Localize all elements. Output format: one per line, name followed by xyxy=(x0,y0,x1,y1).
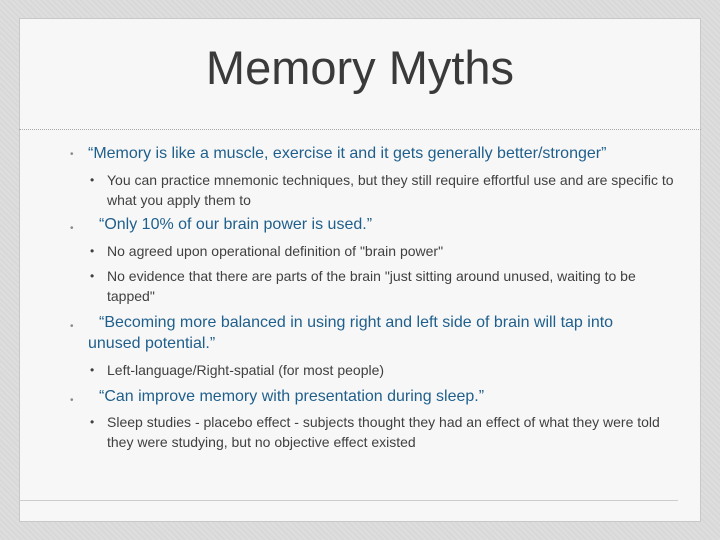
myth-item-2 xyxy=(70,214,659,235)
sub-item xyxy=(90,171,682,210)
bullet-icon: • xyxy=(90,244,95,258)
sub-item-text: Sleep studies - placebo effect - subjects thought they had an effect of what they were told they were studying, but no objective effect existed xyxy=(107,414,660,450)
sub-item xyxy=(90,267,682,306)
myth-text: “Becoming more balanced in using right and left side of brain will tap into unused potential.” xyxy=(88,314,614,352)
myth-text: “Can improve memory with presentation during sleep.” xyxy=(99,388,485,405)
sub-item-text: You can practice mnemonic techniques, but they still require effortful use and are specific to what you apply them to xyxy=(107,172,674,208)
myth-item-4 xyxy=(70,386,659,407)
myth-item-1 xyxy=(70,143,688,164)
bullet-icon: • xyxy=(90,363,95,377)
myth-text: “Only 10% of our brain power is used.” xyxy=(99,216,373,233)
footer-line xyxy=(19,500,678,501)
sub-item xyxy=(90,242,682,262)
myth-text: “Memory is like a muscle, exercise it and it gets generally better/stronger” xyxy=(88,145,607,162)
sub-item-text: No agreed upon operational definition of "brain power" xyxy=(107,243,444,259)
bullet-icon: • xyxy=(90,173,95,187)
sub-item-text: No evidence that there are parts of the brain "just sitting around unused, waiting to be tapped" xyxy=(107,268,636,304)
bullet-icon: • xyxy=(70,321,74,332)
bullet-icon: • xyxy=(90,415,95,429)
myth-item-3 xyxy=(70,312,663,354)
sub-item-text: Left-language/Right-spatial (for most people) xyxy=(107,362,385,378)
bullet-icon: • xyxy=(90,269,95,283)
slide-title: Memory Myths xyxy=(205,41,515,94)
bullet-icon: • xyxy=(70,223,74,234)
bullet-icon: • xyxy=(70,395,74,406)
bullet-icon: • xyxy=(70,149,74,160)
sub-item xyxy=(90,361,682,381)
sub-item xyxy=(90,413,682,452)
